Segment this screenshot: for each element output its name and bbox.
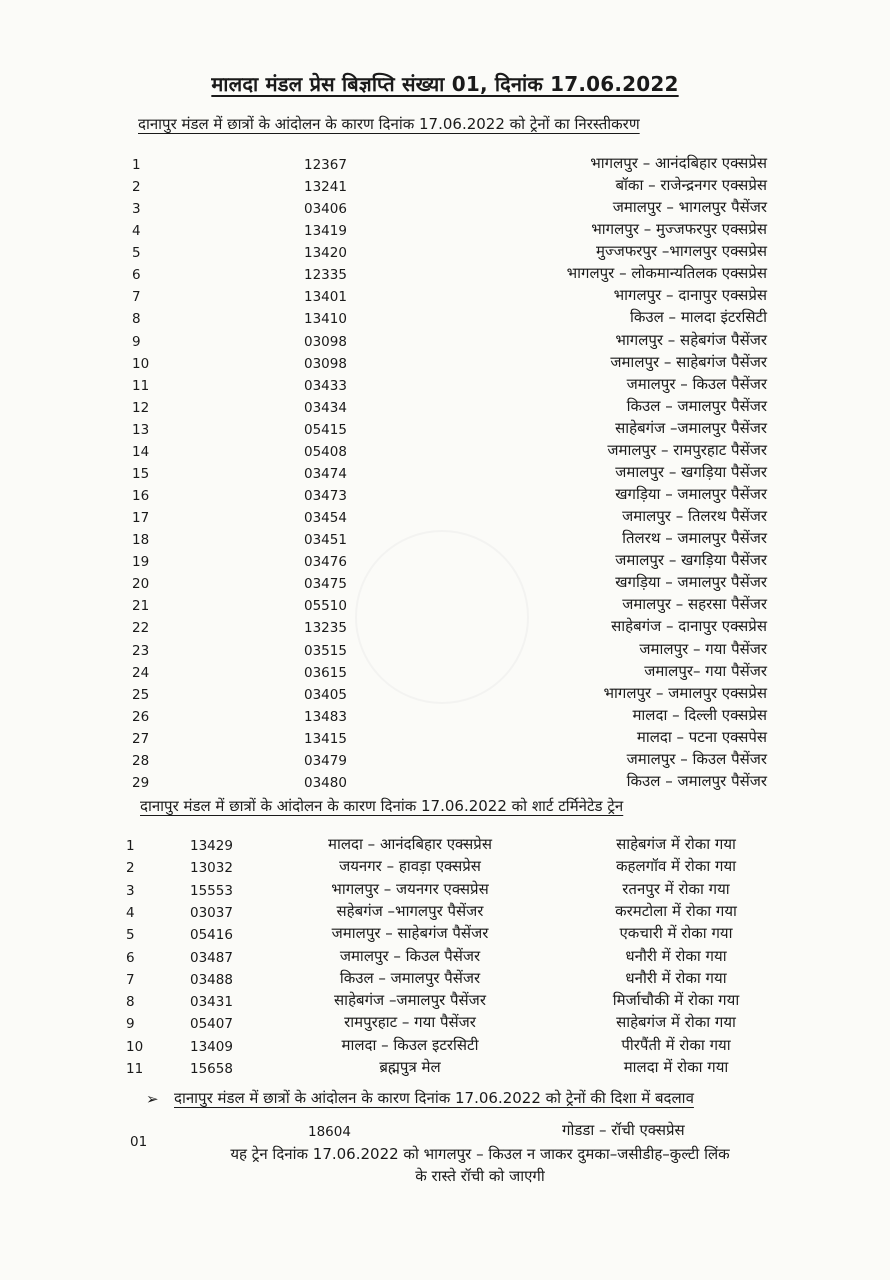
row-number: 1 [132,157,141,173]
train-number: 13410 [304,311,347,328]
train-number: 03473 [304,488,347,505]
row-number: 18 [132,532,150,549]
train-number: 13420 [304,245,347,262]
stopped-at: साहेबगंज में रोका गया [616,835,736,853]
row-number: 10 [126,1038,144,1055]
row-number: 1 [126,838,135,854]
stopped-at: धनौरी में रोका गया [625,968,727,987]
train-number: 03405 [304,686,347,703]
row-number: 22 [132,620,150,637]
train-number: 13419 [304,223,347,240]
train-name: जमालपुर – खगड़िया पैसेंजर [615,551,767,570]
row-number: 3 [126,882,135,899]
train-number: 03488 [190,971,233,988]
train-name: भागलपुर – जमालपुर एक्सप्रेस [603,683,767,702]
train-name: जमालपुर– गया पैसेंजर [644,661,767,680]
train-number: 03451 [304,532,347,549]
row-number: 4 [126,904,135,921]
row-number: 21 [132,598,150,615]
train-number: 03474 [304,465,347,482]
train-name: भागलपुर – दानापुर एक्सप्रेस [613,286,767,305]
row-number: 7 [126,971,135,988]
row-number: 27 [132,730,150,747]
train-number: 03433 [304,377,347,394]
row-number: 3 [132,201,141,218]
train-name: जमालपुर – गया पैसेंजर [639,639,767,658]
train-number: 05415 [304,421,347,438]
train-name: ब्रह्मपुत्र मेल [379,1058,441,1076]
bullet-arrow-icon: ➢ [146,1090,159,1108]
train-number: 03615 [304,664,347,681]
train-number: 03434 [304,399,347,416]
train-number: 13032 [190,860,233,877]
stopped-at: एकचारी में रोका गया [619,924,733,943]
stopped-at: धनौरी में रोका गया [625,946,727,965]
row-number: 19 [132,554,150,571]
row-number: 5 [132,245,141,262]
train-number: 13415 [304,730,347,747]
train-number: 12367 [304,157,347,173]
row-number: 2 [126,860,135,877]
train-name: जमालपुर – किउल पैसेंजर [626,749,767,768]
train-name: तिलरथ – जमालपुर पैसेंजर [622,529,767,548]
train-name: जमालपुर – तिलरथ पैसेंजर [622,507,767,526]
row-number: 7 [132,289,141,306]
short-terminated-row [0,1058,890,1083]
train-name: बॉका – राजेन्द्रनगर एक्सप्रेस [615,176,767,195]
train-number: 13409 [190,1038,233,1055]
short-terminated-row [0,1035,890,1061]
train-name: रामपुरहाट – गया पैसेंजर [344,1013,476,1032]
train-name: मालदा – किउल इटरसिटी [341,1035,479,1054]
train-name: साहेबगंज –जमालपुर पैसेंजर [334,991,486,1010]
row-number: 9 [132,333,141,350]
train-number: 03037 [190,904,233,921]
row-number: 8 [132,311,141,328]
row-number: 24 [132,664,150,681]
row-number: 17 [132,510,150,527]
diverted-train-number: 18604 [308,1124,351,1140]
train-name: किउल – मालदा इंटरसिटी [629,308,767,327]
row-number: 10 [132,355,150,372]
train-number: 13483 [304,708,347,725]
train-number: 05408 [304,443,347,460]
row-number: 2 [132,179,141,196]
stopped-at: मिर्जाचौकी में रोका गया [612,991,740,1010]
row-number: 16 [132,488,150,505]
train-number: 03475 [304,576,347,593]
stopped-at: करमटोला में रोका गया [615,901,737,920]
row-number: 25 [132,686,150,703]
row-number: 26 [132,708,150,725]
row-number: 29 [132,774,150,791]
train-name: भागलपुर – मुज्जफरपुर एक्सप्रेस [591,220,767,239]
train-number: 12335 [304,267,347,284]
train-number: 05416 [190,927,233,944]
diverted-note-line-1: यह ट्रेन दिनांक 17.06.2022 को भागलपुर – किउल न जाकर दुमका–जसीडीह–कुल्टी लिंक [230,1145,730,1163]
train-name: जयनगर – हावड़ा एक्सप्रेस [339,857,481,876]
train-name: जमालपुर – साहेबगंज पैसेंजर [331,924,489,943]
train-number: 03431 [190,994,233,1011]
row-number: 4 [132,223,141,240]
row-number: 13 [132,421,150,438]
row-number: 11 [132,377,150,394]
train-number: 03098 [304,355,347,372]
train-name: भागलपुर – जयनगर एक्सप्रेस [331,879,489,898]
train-number: 03406 [304,201,347,218]
train-name: खगड़िया – जमालपुर पैसेंजर [615,573,767,592]
train-name: किउल – जमालपुर पैसेंजर [339,968,481,987]
train-number: 15553 [190,882,233,899]
train-number: 03515 [304,642,347,659]
train-name: मालदा – दिल्ली एक्सप्रेस [632,705,767,724]
train-name: जमालपुर – खगड़िया पैसेंजर [615,462,767,481]
row-number: 15 [132,465,150,482]
train-name: जमालपुर – किउल पैसेंजर [626,374,767,393]
train-number: 05510 [304,598,347,615]
train-name: साहेबगंज – दानापुर एक्सप्रेस [611,617,767,636]
train-number: 13429 [190,838,233,854]
diverted-row-number: 01 [130,1134,148,1150]
cancelled-heading: दानापुर मंडल में छात्रों के आंदोलन के कारण दिनांक 17.06.2022 को ट्रेनों का निरस्तीकरण [138,115,640,133]
train-number: 05407 [190,1016,233,1033]
train-name: जमालपुर – साहेबगंज पैसेंजर [610,352,767,371]
train-name: साहेबगंज –जमालपुर पैसेंजर [615,418,767,437]
stopped-at: कहलगॉव में रोका गया [615,857,737,876]
train-number: 03487 [190,949,233,966]
train-name: मुज्जफरपुर –भागलपुर एक्सप्रेस [596,242,767,261]
stopped-at: पीरपैंती में रोका गया [621,1035,731,1054]
row-number: 20 [132,576,150,593]
row-number: 23 [132,642,150,659]
row-number: 11 [126,1061,144,1077]
train-name: जमालपुर – किउल पैसेंजर [339,946,481,965]
short-terminated-heading: दानापुर मंडल में छात्रों के आंदोलन के कारण दिनांक 17.06.2022 को शार्ट टर्मिनेटेड ट्रेन [140,797,624,815]
diverted-note-line-2: के रास्ते रॉची को जाएगी [415,1167,545,1185]
train-number: 03480 [304,774,347,791]
train-name: सहेबगंज –भागलपुर पैसेंजर [336,901,484,920]
stopped-at: साहेबगंज में रोका गया [616,1013,736,1032]
train-name: जमालपुर – सहरसा पैसेंजर [622,595,767,614]
train-name: किउल – जमालपुर पैसेंजर [626,396,767,415]
cancelled-row [0,771,890,797]
train-number: 13401 [304,289,347,306]
train-name: भागलपुर – सहेबगंज पैसेंजर [615,330,767,349]
row-number: 9 [126,1016,135,1033]
train-number: 03476 [304,554,347,571]
train-number: 13241 [304,179,347,196]
train-name: भागलपुर – आनंदबिहार एक्सप्रेस [590,154,767,172]
stopped-at: रतनपुर में रोका गया [622,879,730,898]
stopped-at: मालदा में रोका गया [623,1058,729,1076]
diverted-train-name: गोडडा – रॉची एक्सप्रेस [562,1121,685,1139]
train-number: 15658 [190,1061,233,1077]
row-number: 28 [132,752,150,769]
row-number: 14 [132,443,150,460]
train-name: भागलपुर – लोकमान्यतिलक एक्सप्रेस [566,264,767,283]
train-number: 03454 [304,510,347,527]
train-name: जमालपुर – रामपुरहाट पैसेंजर [607,440,767,459]
train-name: खगड़िया – जमालपुर पैसेंजर [615,485,767,504]
row-number: 12 [132,399,150,416]
train-number: 03098 [304,333,347,350]
row-number: 5 [126,927,135,944]
train-name: जमालपुर – भागलपुर पैसेंजर [612,198,767,217]
train-name: किउल – जमालपुर पैसेंजर [626,771,767,790]
row-number: 6 [132,267,141,284]
train-name: मालदा – पटना एक्सपेस [636,727,767,746]
row-number: 6 [126,949,135,966]
train-number: 03479 [304,752,347,769]
diverted-heading: दानापुर मंडल में छात्रों के आंदोलन के कारण दिनांक 17.06.2022 को ट्रेनों की दिशा में बदलाव [174,1089,694,1107]
train-name: मालदा – आनंदबिहार एक्सप्रेस [328,835,492,853]
page-title: मालदा मंडल प्रेस बिज्ञप्ति संख्या 01, दिनांक 17.06.2022 [211,72,679,96]
train-number: 13235 [304,620,347,637]
row-number: 8 [126,994,135,1011]
